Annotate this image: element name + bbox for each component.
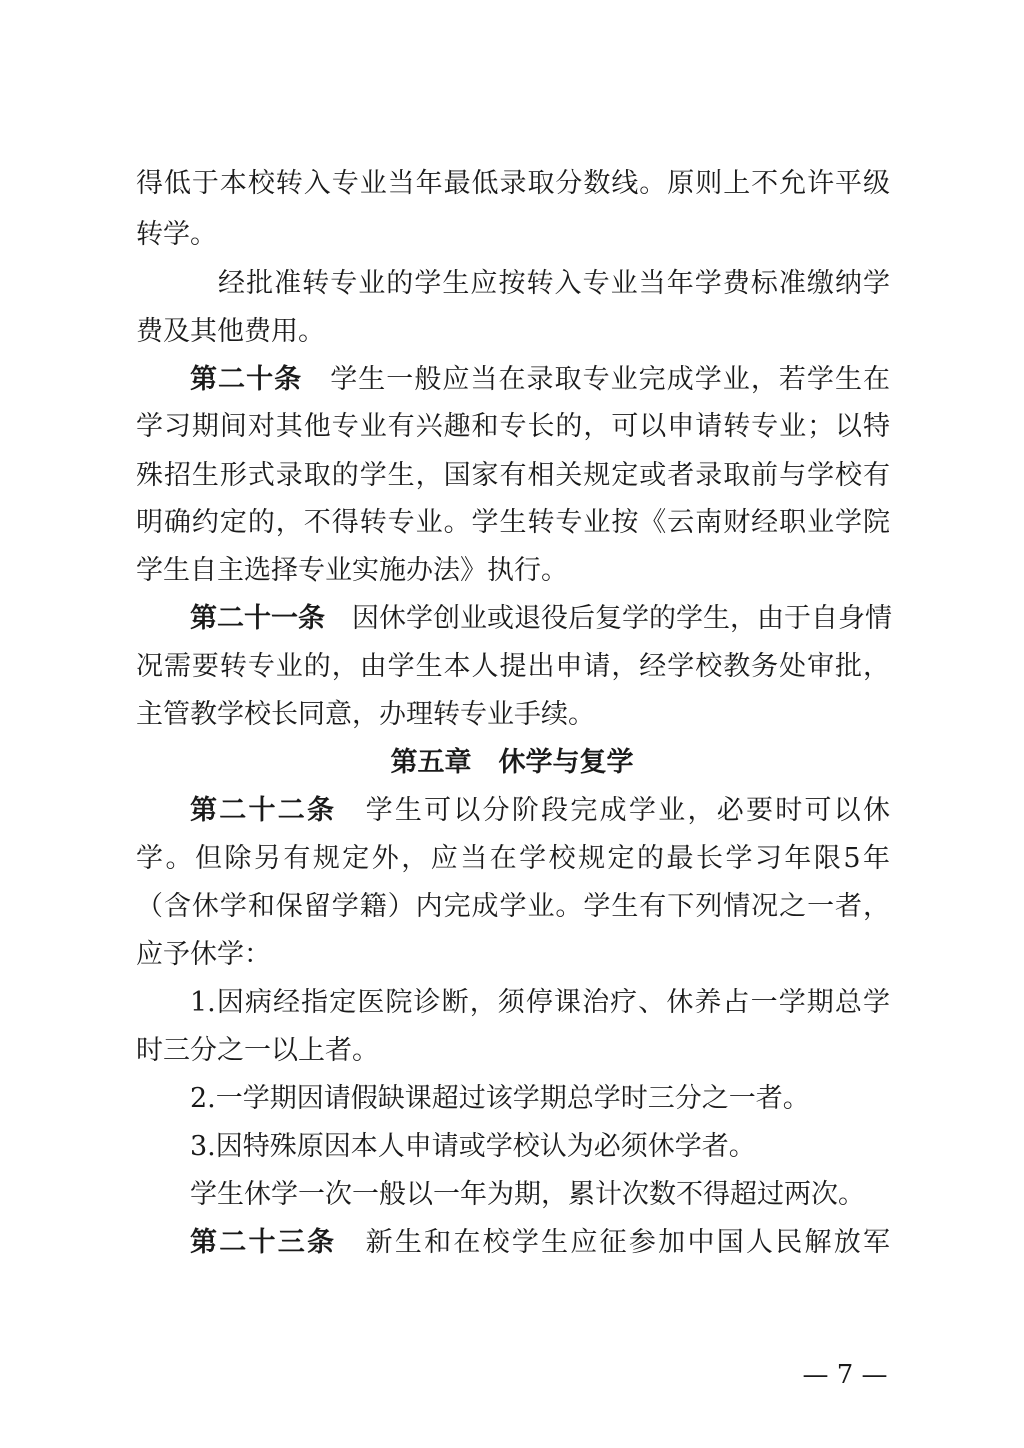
article-22-label: 第二十二条 [190, 795, 337, 826]
text-line: 殊招生形式录取的学生，国家有相关规定或者录取前与学校有 [136, 460, 890, 491]
article-21-first-line [190, 599, 890, 639]
text-line: 时三分之一以上者。 [136, 1035, 379, 1066]
text-line: 经批准转专业的学生应按转入专业当年学费标准缴纳学 [190, 268, 890, 299]
article-20-first-line [190, 360, 890, 400]
list-item-1: 1.因病经指定医院诊断，须停课治疗、休养占一学期总学 [190, 987, 890, 1018]
text-line: 学。但除另有规定外，应当在学校规定的最长学习年限5年 [136, 843, 890, 874]
text-segment: 因休学创业或退役后复学的学生，由于自身情 [352, 603, 892, 634]
text-line: 应予休学： [136, 939, 271, 970]
page-number: — 7 — [802, 1360, 888, 1390]
chapter-heading: 第五章 休学与复学 [390, 747, 634, 778]
text-line: 学习期间对其他专业有兴趣和专长的，可以申请转专业；以特 [136, 411, 890, 442]
text-line: 费及其他费用。 [136, 316, 325, 347]
text-line: 况需要转专业的，由学生本人提出申请，经学校教务处审批， [136, 651, 890, 682]
text-line: 主管教学校长同意，办理转专业手续。 [136, 699, 595, 730]
text-line: 转学。 [136, 219, 217, 250]
list-item-2: 2.一学期因请假缺课超过该学期总学时三分之一者。 [190, 1083, 810, 1114]
text-segment: 学生一般应当在录取专业完成学业，若学生在 [330, 364, 891, 395]
text-segment: 学生可以分阶段完成学业，必要时可以休 [365, 795, 891, 826]
text-line: （含休学和保留学籍）内完成学业。学生有下列情况之一者， [136, 891, 890, 922]
text-line: 明确约定的，不得转专业。学生转专业按《云南财经职业学院 [136, 507, 890, 538]
text-segment: 新生和在校学生应征参加中国人民解放军 [365, 1227, 891, 1258]
article-20-label: 第二十条 [190, 364, 303, 395]
text-line: 得低于本校转入专业当年最低录取分数线。原则上不允许平级 [136, 168, 890, 199]
article-21-label: 第二十一条 [190, 603, 325, 634]
article-23-first-line [190, 1223, 890, 1263]
article-22-first-line [190, 791, 890, 831]
list-item-3: 3.因特殊原因本人申请或学校认为必须休学者。 [190, 1131, 756, 1162]
text-line: 学生自主选择专业实施办法》执行。 [136, 555, 568, 586]
article-23-label: 第二十三条 [190, 1227, 337, 1258]
text-line: 学生休学一次一般以一年为期，累计次数不得超过两次。 [190, 1179, 865, 1210]
